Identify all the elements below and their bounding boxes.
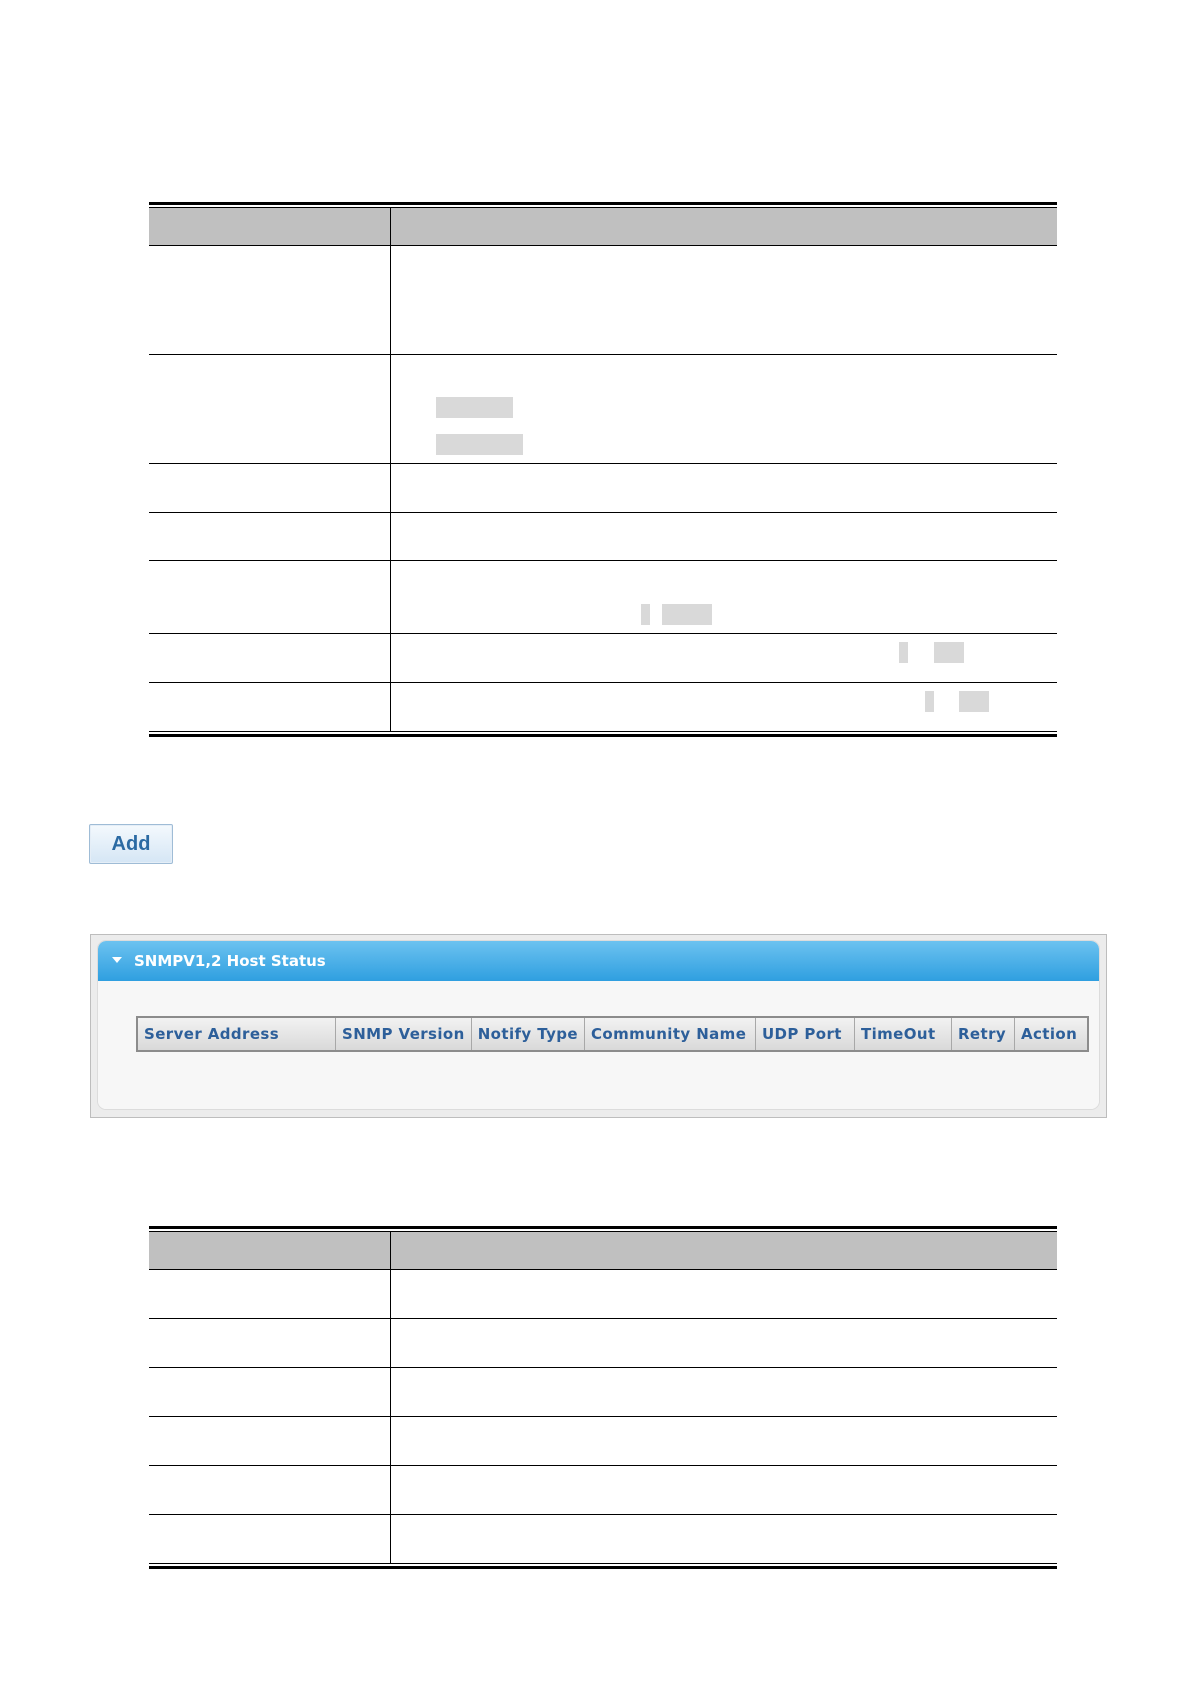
parameter-table-2 <box>149 1226 1057 1569</box>
column-action: Action <box>1014 1017 1088 1051</box>
column-retry: Retry <box>951 1017 1014 1051</box>
table-row <box>149 1270 1057 1319</box>
panel-header[interactable] <box>98 941 1099 981</box>
highlight-mark <box>436 397 513 418</box>
highlight-mark <box>641 604 650 625</box>
column-snmp-version: SNMP Version <box>336 1017 472 1051</box>
table-row <box>149 683 1057 731</box>
table-header-row <box>149 1232 1057 1270</box>
column-udp-port: UDP Port <box>755 1017 854 1051</box>
collapse-triangle-icon[interactable] <box>112 957 122 963</box>
table-row <box>149 513 1057 561</box>
table-header-row <box>149 208 1057 246</box>
panel-body <box>98 981 1099 1109</box>
highlight-mark <box>925 691 934 712</box>
snmp-host-status-panel <box>90 934 1107 1118</box>
highlight-mark <box>899 642 908 663</box>
table-row <box>149 1417 1057 1466</box>
table-row <box>149 464 1057 513</box>
table-row <box>149 1515 1057 1563</box>
highlight-mark <box>959 691 989 712</box>
host-status-table <box>136 1016 1089 1052</box>
highlight-mark <box>436 434 523 455</box>
table-bottom-rule <box>149 1566 1057 1569</box>
table-row <box>149 1319 1057 1368</box>
panel-title: SNMPV1,2 Host Status <box>134 952 326 970</box>
column-notify-type: Notify Type <box>471 1017 584 1051</box>
table-row <box>149 246 1057 355</box>
parameter-table-1 <box>149 202 1057 737</box>
table-row <box>149 634 1057 683</box>
highlight-mark <box>934 642 964 663</box>
add-button[interactable]: Add <box>89 824 173 864</box>
table-row <box>149 355 1057 464</box>
column-timeout: TimeOut <box>854 1017 951 1051</box>
table-row <box>149 561 1057 634</box>
column-community-name: Community Name <box>584 1017 755 1051</box>
table-header-row <box>137 1017 1088 1051</box>
table-row <box>149 1368 1057 1417</box>
column-server-address: Server Address <box>137 1017 336 1051</box>
table-bottom-rule <box>149 734 1057 737</box>
highlight-mark <box>662 604 712 625</box>
table-row <box>149 1466 1057 1515</box>
